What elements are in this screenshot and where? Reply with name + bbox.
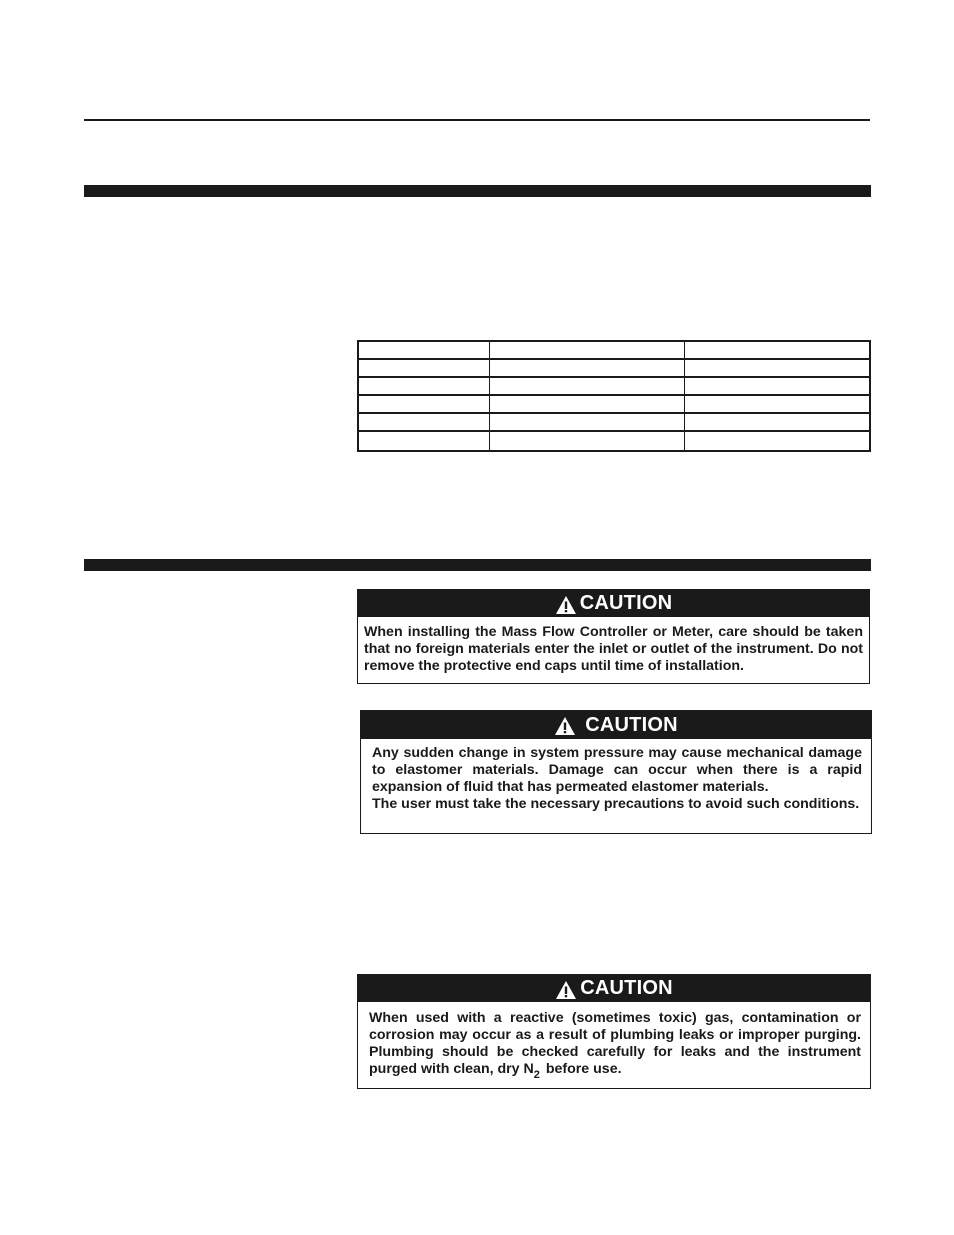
- table-cell: [685, 431, 870, 451]
- caution-header: [358, 975, 870, 1002]
- subscript-2: 2: [533, 1069, 540, 1081]
- table-cell: [685, 395, 870, 413]
- caution-paragraph: The user must take the necessary precautions to avoid such conditions.: [372, 796, 860, 812]
- caution-title: CAUTION: [579, 592, 673, 614]
- warning-triangle-icon: [555, 595, 577, 615]
- warning-triangle-icon: [555, 980, 577, 1000]
- table-cell: [489, 341, 684, 359]
- caution-title: CAUTION: [580, 977, 673, 999]
- caution-title: CAUTION: [585, 713, 678, 736]
- header-rule: [84, 119, 870, 121]
- caution-header: [361, 711, 871, 739]
- table-cell: [358, 431, 489, 451]
- caution-header: [358, 590, 869, 617]
- section-bar-1: [84, 185, 871, 197]
- specification-table: [357, 340, 871, 452]
- caution-text-end: before use.: [541, 1061, 622, 1077]
- warning-triangle-icon: [554, 716, 576, 736]
- table-cell: [358, 359, 489, 377]
- table-cell: [685, 341, 870, 359]
- caution-text-main: When used with a reactive (sometimes toxic) gas, contamination or corrosion may occur as a result of plumbing leaks or improper purging. Plumbing should be checked carefully for leaks and the instrument purged with clean, dry N: [369, 1010, 861, 1077]
- table-cell: [358, 395, 489, 413]
- table-cell: [489, 431, 684, 451]
- section-bar-2: [84, 559, 871, 571]
- table-row: [358, 377, 870, 395]
- caution-box-installation: [357, 589, 870, 684]
- caution-text: [358, 1002, 870, 1085]
- table-cell: [489, 359, 684, 377]
- caution-text: [361, 739, 871, 817]
- table-cell: [685, 413, 870, 431]
- table-cell: [358, 413, 489, 431]
- table-row: [358, 431, 870, 451]
- caution-paragraph: Any sudden change in system pressure may cause mechanical damage to elastomer materials. Damage can occur when there is a rapid expansion of fluid that has permeated elastomer materials.: [372, 745, 862, 795]
- table-cell: [489, 377, 684, 395]
- caution-box-reactive-gas: [357, 974, 871, 1089]
- table-cell: [685, 377, 870, 395]
- table-row: [358, 341, 870, 359]
- table-row: [358, 359, 870, 377]
- caution-paragraph: [369, 1010, 861, 1079]
- table-cell: [358, 377, 489, 395]
- table-cell: [358, 341, 489, 359]
- caution-box-pressure: [360, 710, 872, 834]
- caution-paragraph: When installing the Mass Flow Controller or Meter, care should be taken that no foreign materials enter the inlet or outlet of the instrument. Do not remove the protective end caps until time of installation.: [364, 624, 863, 674]
- table-row: [358, 413, 870, 431]
- table-cell: [685, 359, 870, 377]
- table-cell: [489, 395, 684, 413]
- caution-text: [358, 617, 869, 681]
- table-row: [358, 395, 870, 413]
- table-cell: [489, 413, 684, 431]
